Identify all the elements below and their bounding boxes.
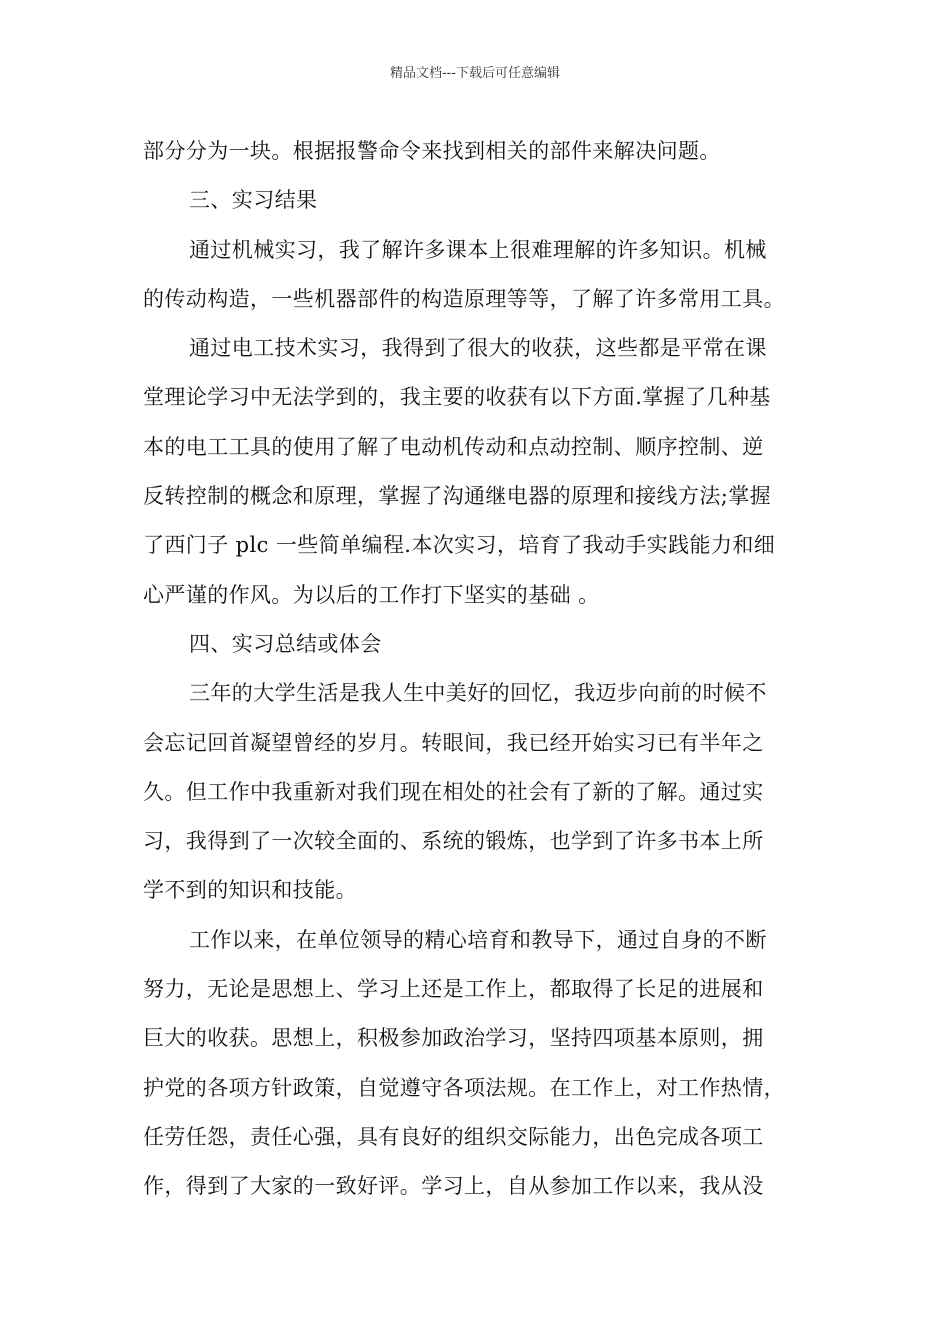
text-line: 护党的各项方针政策，自觉遵守各项法规。在工作上，对工作热情， [143,1075,785,1100]
page-header: 精品文档---下载后可任意编辑 [389,66,561,81]
text-line: 部分分为一块。根据报警命令来找到相关的部件来解决问题。 [143,139,721,163]
text-line: 作，得到了大家的一致好评。学习上，自从参加工作以来，我从没 [143,1174,764,1199]
section-heading: 四、实习总结或体会 [189,631,382,656]
text-line: 工作以来，在单位领导的精心培育和教导下，通过自身的不断 [189,927,767,952]
text-line: 会忘记回首凝望曾经的岁月。转眼间，我已经开始实习已有半年之 [143,730,764,755]
text-line: 本的电工工具的使用了解了电动机传动和点动控制、顺序控制、逆 [143,434,764,459]
text-line: 通过机械实习，我了解许多课本上很难理解的许多知识。机械 [189,237,767,262]
text-line: 反转控制的概念和原理，掌握了沟通继电器的原理和接线方法;掌握 [143,484,772,509]
text-line: 习，我得到了一次较全面的、系统的锻炼，也学到了许多书本上所 [143,829,764,854]
text-line: 堂理论学习中无法学到的，我主要的收获有以下方面.掌握了几种基 [143,385,771,410]
text-line: 久。但工作中我重新对我们现在相处的社会有了新的了解。通过实 [143,779,764,804]
text-line: 心严谨的作风。为以后的工作打下坚实的基础 。 [143,582,600,607]
text-line: 努力，无论是思想上、学习上还是工作上，都取得了长足的进展和 [143,977,764,1002]
text-line: 巨大的收获。思想上，积极参加政治学习，坚持四项基本原则，拥 [143,1026,764,1051]
text-line: 的传动构造，一些机器部件的构造原理等等，了解了许多常用工具。 [143,286,785,311]
text-line: 任劳任怨，责任心强，具有良好的组织交际能力，出色完成各项工 [143,1124,764,1149]
text-line: 通过电工技术实习，我得到了很大的收获，这些都是平常在课 [189,336,767,361]
text-line: 三年的大学生活是我人生中美好的回忆，我迈步向前的时候不 [189,681,767,706]
text-line: 了西门子 plc 一些简单编程.本次实习，培育了我动手实践能力和细 [143,533,776,558]
document-body [143,127,823,1212]
text-line: 学不到的知识和技能。 [143,878,357,903]
section-heading: 三、实习结果 [189,188,318,213]
